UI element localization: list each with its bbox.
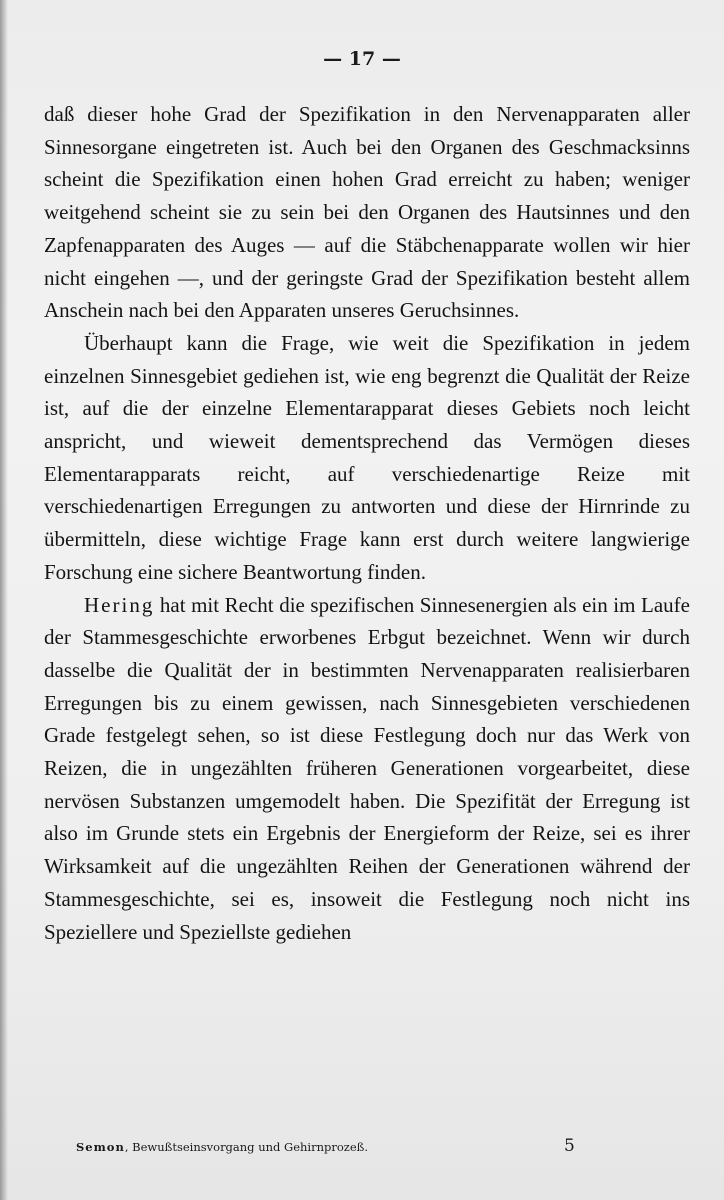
footer-title: , Bewußtseinsvorgang und Gehirnprozeß. [124, 1140, 368, 1154]
footer-author: Semon [76, 1140, 125, 1154]
paragraph-3 [44, 589, 690, 949]
page-number: — 17 — [323, 48, 401, 70]
footer-book-title [76, 1140, 368, 1154]
paragraph-3-text: hat mit Recht die spezifischen Sinnesenergien als ein im Laufe der Stammesgeschichte erworbenes Erbgut bezeichnet. Wenn wir durch dasselbe die Qualität der in bestimmten Nervenapparaten realisierbaren Erregungen bis zu einem gewissen, nach Sinnesgebieten verschiedenen Grade festgelegt sehen, so ist diese Festlegung doch nur das Werk von Reizen, die in ungezählten früheren Generationen vorgearbeitet, diese nervösen Substanzen umgemodelt haben. Die Spezifität der Erregung ist also im Grunde stets ein Ergebnis der Energieform der Reize, sei es ihrer Wirksamkeit auf die ungezählten Reihen der Generationen während der Stammesgeschichte, sei es, insoweit die Festlegung noch nicht ins Speziellere und Speziellste gediehen [44, 592, 690, 944]
page-body [44, 98, 690, 948]
author-name-hering: Hering [84, 592, 155, 617]
footer-signature: 5 [564, 1136, 575, 1156]
paragraph-1: daß dieser hohe Grad der Spezifikation in den Nervenapparaten aller Sinnesorgane eingetreten ist. Auch bei den Organen des Geschmacksinns scheint die Spezifikation einen hohen Grad erreicht zu haben; weniger weitgehend scheint sie zu sein bei den Organen des Hautsinnes und den Zapfenapparaten des Auges — auf die Stäbchenapparate wollen wir hier nicht eingehen —, und der geringste Grad der Spezifikation besteht allem Anschein nach bei den Apparaten unseres Geruchsinnes. [44, 102, 690, 323]
paragraph-2: Überhaupt kann die Frage, wie weit die Spezifikation in jedem einzelnen Sinnesgebiet gediehen ist, wie eng begrenzt die Qualität der Reize ist, auf die der einzelne Elementarapparat dieses Gebiets noch leicht anspricht, und wieweit dementsprechend das Vermögen dieses Elementarapparats reicht, auf verschiedenartige Reize mit verschiedenartigen Erregungen zu antworten und diese der Hirnrinde zu übermitteln, diese wichtige Frage kann erst durch weitere langwierige Forschung eine sichere Beantwortung finden. [44, 330, 690, 584]
